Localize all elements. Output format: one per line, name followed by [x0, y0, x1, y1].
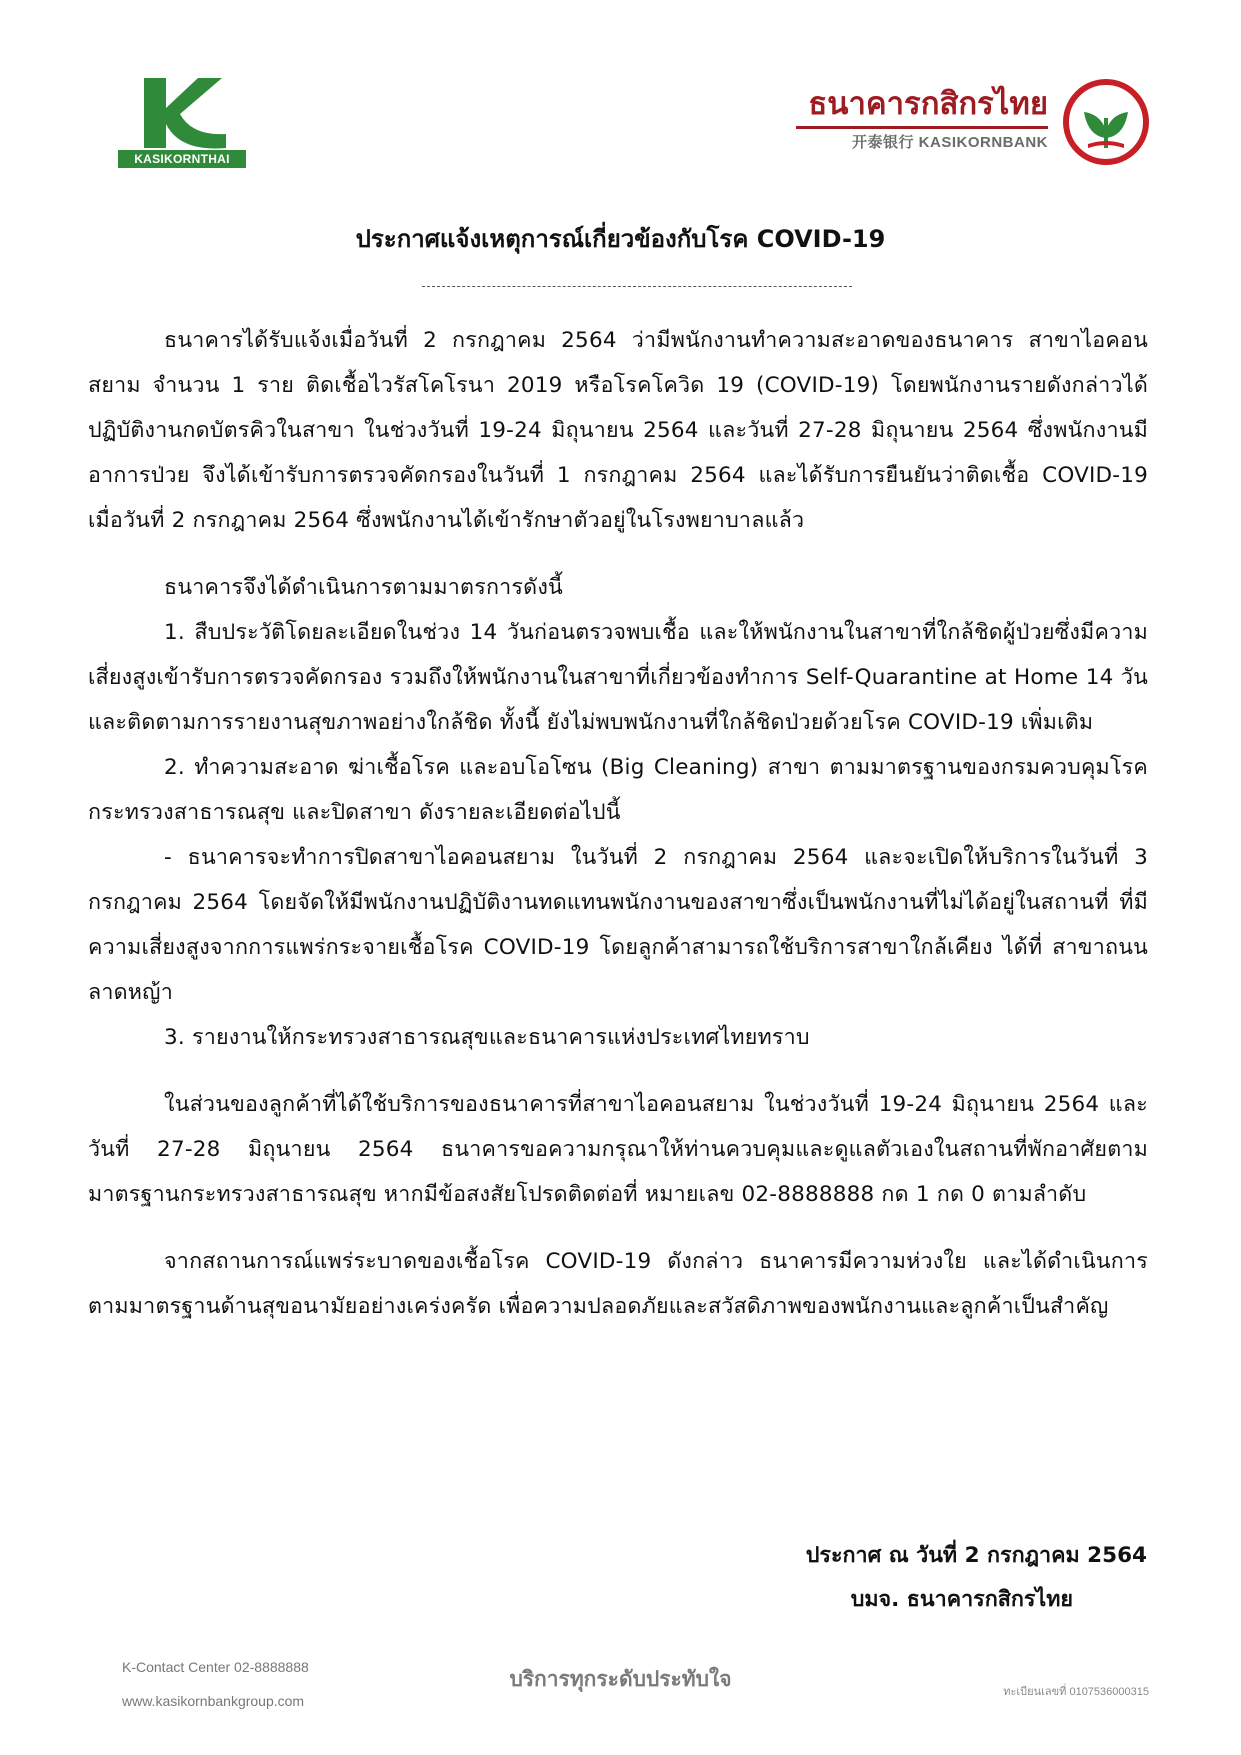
footer-website: www.kasikornbankgroup.com	[122, 1693, 305, 1709]
k-letter-icon	[136, 74, 228, 152]
paragraph-closing: จากสถานการณ์แพร่ระบาดของเชื้อโรค COVID-19 ดังกล่าว ธนาคารมีความห่วงใย และได้ดำเนินการตามมาตรฐานด้านสุขอนามัยอย่างเคร่งครัด เพื่อความปลอดภัยและสวัสดิภาพของพนักงานและลูกค้าเป็นสำคัญ	[88, 1249, 1148, 1319]
footer-registration: ทะเบียนเลขที่ 0107536000315	[1003, 1686, 1149, 1698]
bank-name-underline	[796, 126, 1048, 129]
paragraph-customers: ในส่วนของลูกค้าที่ได้ใช้บริการของธนาคารที่สาขาไอคอนสยาม ในช่วงวันที่ 19-24 มิถุนายน 2564 และวันที่ 27-28 มิถุนายน 2564 ธนาคารขอความกรุณาให้ท่านควบคุมและดูแลตัวเองในสถานที่พักอาศัยตามมาตรฐานกระทรวงสาธารณสุข หากมีข้อสงสัยโปรดติดต่อที่ หมายเลข 02-8888888 กด 1 กด 0 ตามลำดับ	[88, 1092, 1148, 1207]
footer-slogan: บริการทุกระดับประทับใจ	[509, 1667, 732, 1691]
measure-item-2-detail: - ธนาคารจะทำการปิดสาขาไอคอนสยาม ในวันที่ 2 กรกฎาคม 2564 และจะเปิดให้บริการในวันที่ 3 กรกฎาคม 2564 โดยจัดให้มีพนักงานปฏิบัติงานทดแทนพนักงานของสาขาซึ่งเป็นพนักงานที่ไม่ได้อยู่ในสถานที่ ที่มีความเสี่ยงสูงจากการแพร่กระจายเชื้อโรค COVID-19 โดยลูกค้าสามารถใช้บริการสาขาใกล้เคียง ได้ที่ สาขาถนนลาดหญ้า	[88, 845, 1148, 1005]
title-divider	[422, 286, 852, 287]
kasikornthai-logo	[118, 74, 246, 170]
bank-name-thai: ธนาคารกสิกรไทย	[808, 86, 1048, 122]
paragraph-incident: ธนาคารได้รับแจ้งเมื่อวันที่ 2 กรกฎาคม 2564 ว่ามีพนักงานทำความสะอาดของธนาคาร สาขาไอคอนสยาม จำนวน 1 ราย ติดเชื้อไวรัสโคโรนา 2019 หรือโรคโควิด 19 (COVID-19) โดยพนักงานรายดังกล่าวได้ปฏิบัติงานกดบัตรคิวในสาขา ในช่วงวันที่ 19-24 มิถุนายน 2564 และวันที่ 27-28 มิถุนายน 2564 ซึ่งพนักงานมีอาการป่วย จึงได้เข้ารับการตรวจคัดกรองในวันที่ 1 กรกฎาคม 2564 และได้รับการยืนยันว่าติดเชื้อ COVID-19 เมื่อวันที่ 2 กรกฎาคม 2564 ซึ่งพนักงานได้เข้ารักษาตัวอยู่ในโรงพยาบาลแล้ว	[88, 328, 1148, 533]
announcement-title: ประกาศแจ้งเหตุการณ์เกี่ยวข้องกับโรค COVID-19	[355, 225, 886, 253]
issuing-company: บมจ. ธนาคารกสิกรไทย	[850, 1587, 1073, 1612]
paragraph-measures-intro: ธนาคารจึงได้ดำเนินการตามมาตรการดังนี้	[164, 575, 563, 600]
kasikornthai-label: KASIKORNTHAI	[118, 150, 246, 168]
measure-item-2: 2. ทำความสะอาด ฆ่าเชื้อโรค และอบโอโซน (Big Cleaning) สาขา ตามมาตรฐานของกรมควบคุมโรค กระทรวงสาธารณสุข และปิดสาขา ดังรายละเอียดต่อไปนี้	[88, 755, 1148, 825]
measure-item-3: 3. รายงานให้กระทรวงสาธารณสุขและธนาคารแห่งประเทศไทยทราบ	[164, 1025, 810, 1050]
measure-item-1: 1. สืบประวัติโดยละเอียดในช่วง 14 วันก่อนตรวจพบเชื้อ และให้พนักงานในสาขาที่ใกล้ชิดผู้ป่วยซึ่งมีความเสี่ยงสูงเข้ารับการตรวจคัดกรอง รวมถึงให้พนักงานในสาขาที่เกี่ยวข้องทำการ Self-Quarantine at Home 14 วัน และติดตามการรายงานสุขภาพอย่างใกล้ชิด ทั้งนี้ ยังไม่พบพนักงานที่ใกล้ชิดป่วยด้วยโรค COVID-19 เพิ่มเติม	[88, 620, 1148, 735]
announcement-date: ประกาศ ณ วันที่ 2 กรกฎาคม 2564	[805, 1543, 1147, 1568]
announcement-body	[88, 318, 1148, 1329]
footer-contact-center: K-Contact Center 02-8888888	[122, 1659, 309, 1675]
bank-name-english: 开泰银行 KASIKORNBANK	[851, 134, 1048, 151]
kasikornbank-logo	[792, 78, 1152, 168]
kbank-emblem-icon	[1062, 78, 1150, 166]
